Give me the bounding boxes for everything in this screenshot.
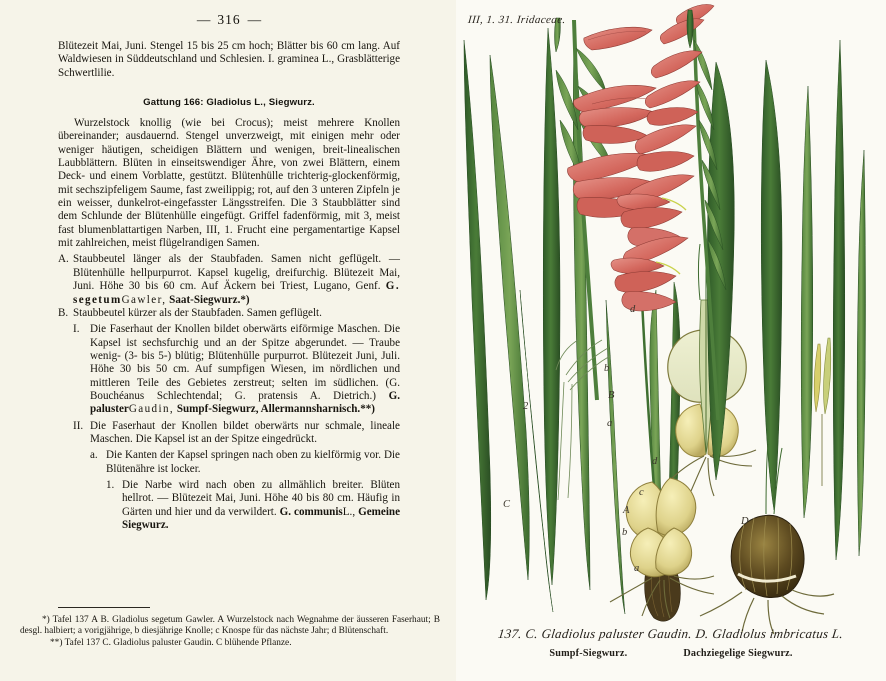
folio-dash-left: —: [196, 12, 211, 27]
footnote-2: **) Tafel 137 C. Gladiolus paluster Gaudin. C blühende Pflanze.: [50, 637, 292, 648]
key-label-1: 1.: [106, 478, 115, 491]
key-label-a: a.: [90, 449, 98, 462]
caption-german-right: Dachziegelige Siegwurz.: [683, 648, 793, 659]
key-common-1: Gemeine Siegwurz.: [122, 505, 401, 531]
key-author-I: Gaudin,: [128, 403, 175, 416]
key-species-I: G. paluster: [90, 389, 400, 416]
plate-illustration: [456, 0, 886, 681]
figure-label: D: [741, 516, 749, 527]
folio-dash-right: —: [247, 12, 262, 27]
figure-label: C: [503, 499, 511, 510]
page-folio: [58, 0, 400, 28]
plate-caption-german: [456, 648, 886, 659]
key-common-A: Saat-Siegwurz.*): [166, 293, 250, 306]
figure-label: a: [607, 418, 613, 429]
figure-label: 2: [523, 401, 529, 412]
intro-paragraph: Blütezeit Mai, Juni. Stengel 15 bis 25 cm hoch; Blätter bis 60 cm lang. Auf Waldwiesen in Süddeutschland und Schlesien. I. graminea L., Grasblätterige Schwertlilie.: [58, 40, 400, 79]
plate-caption-latin: 137. C. Gladiolus paluster Gaudin. D. Gladiolus imbricatus L.: [497, 626, 845, 641]
plate-corner-label: III, 1. 31. Iridaceae.: [467, 14, 567, 26]
key-entry-1: [106, 479, 400, 532]
key-entry-A: [58, 253, 400, 306]
figure-label: c: [639, 487, 644, 498]
key-species-1: G. communis: [279, 505, 343, 518]
figure-label: d: [630, 304, 636, 315]
key-entry-B: [58, 307, 400, 320]
key-entry-II: [73, 420, 400, 447]
key-label-II: II.: [73, 419, 84, 432]
footnote-1: *) Tafel 137 A B. Gladiolus segetum Gawler. A Wurzelstock nach Wegnahme der äusseren Faserhaut; B desgl. halbiert; a vorigjährige, b diesjährige Knolle; c Knospe für das nächste Jahr; d Blütenschaft.: [20, 615, 440, 637]
key-entry-I: [73, 323, 400, 416]
key-text-1: Die Narbe wird nach oben zu allmählich breiter. Blüten hellrot. — Blütezeit Mai, Juni. Höhe 40 bis 80 cm. Häufig in Gärten und hier und da verwildert.: [122, 478, 400, 518]
figure-label: a: [634, 563, 640, 574]
key-author-1: L.,: [342, 505, 356, 518]
key-text-II: Die Faserhaut der Knollen bildet oberwärts nur schmale, lineale Maschen. Die Kapsel ist an der Spitze eingedrückt.: [90, 419, 400, 445]
footnote-block: [20, 615, 440, 649]
key-entry-a: [90, 449, 400, 476]
genus-description: Wurzelstock knollig (wie bei Crocus); meist mehrere Knollen übereinander; ausdauernd. Stengel unverzweigt, mit einigen mehr oder weniger häutigen, scheidigen Blättern und wenigen, breit-linealischen Laubblättern. Blüten in einseitswendiger Ähre, von zwei Blättern, einem Deck- und einem Vorblatte, gestützt. Blütenhülle trichterig-glockenförmig, mit sechszipfeligem Saume, fast zweilippig; rot, auf den 3 unteren Zipfeln je ein weisser, dunkelrot-eingefasster Längsstreifen. Die 3 Staubblätter sind dem Schlunde der Blütenhülle eingefügt. Griffel fadenförmig, mit 3, meist fast blumenblattartigen Narben, III, 1. Frucht eine pergamentartige Kapsel mit zahlreichen, meist flügelrandigen Samen.: [58, 117, 400, 250]
caption-german-left: Sumpf-Siegwurz.: [549, 648, 628, 659]
botanical-plate: [456, 0, 886, 681]
footnote-rule: [58, 607, 150, 608]
key-text-A: Staubbeutel länger als der Staubfaden. Samen nicht geflügelt. — Blütenhülle hellpurpurrot. Kapsel kugelig, dreifurchig. Blütezeit Mai, Juni. Höhe 30 bis 60 cm. Auf Äckern bei Triest, Lugano, Genf.: [73, 253, 400, 293]
key-common-I: Sumpf-Siegwurz, Allermannsharnisch.**): [174, 403, 375, 416]
folio-number: 316: [217, 12, 241, 27]
figure-label: d: [652, 456, 658, 467]
genus-heading: Gattung 166: Gladiolus L., Siegwurz.: [143, 97, 315, 109]
plate-caption: [456, 625, 886, 659]
key-text-I: Die Faserhaut der Knollen bildet oberwärts eiförmige Maschen. Die Kapsel ist sechsfurchig und an der Spitze abgerundet. — Traube wenig- (3- bis 5-) blütig; Blütenhülle purpurrot. Blütezeit Juni, Juli. Höhe 30 bis 50 cm. Auf sumpfigen Wiesen, im nördlichen und mittleren Teile des Gebietes zerstreut; selten im südlichen. (G. Bouchéanus Schlechtendal; G. pratensis A. Dietrich.): [90, 323, 400, 402]
key-label-A: A.: [58, 253, 69, 266]
key-label-B: B.: [58, 306, 69, 319]
text-column: [20, 0, 440, 681]
figure-label: b: [604, 363, 610, 374]
key-text-B: Staubbeutel kürzer als der Staubfaden. Samen geflügelt.: [73, 306, 322, 319]
figure-label: b: [622, 527, 628, 538]
figure-label: B: [608, 390, 615, 401]
key-label-I: I.: [73, 323, 80, 336]
figure-label: A: [623, 505, 630, 516]
key-species-A: G. segetum: [73, 280, 400, 306]
key-text-a: Die Kanten der Kapsel springen nach oben zu kielförmig vor. Die Blütenähre ist locker.: [106, 449, 400, 475]
key-author-A: Gawler,: [121, 293, 167, 306]
